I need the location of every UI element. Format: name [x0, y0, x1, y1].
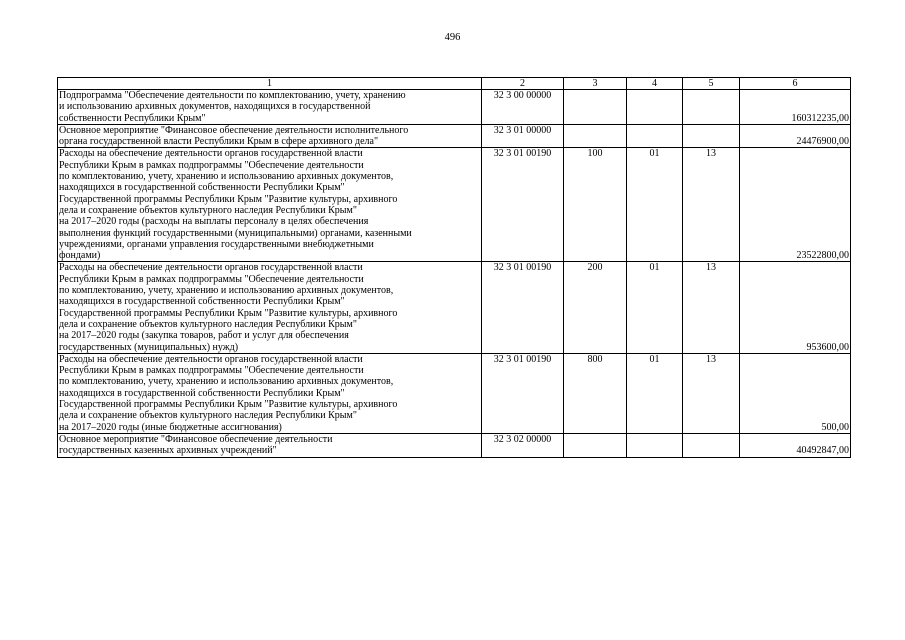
column-header-4: 4 [627, 78, 683, 90]
row-col4: 01 [627, 262, 683, 353]
row-name: Расходы на обеспечение деятельности органов государственной власти Республики Крым в рамках подпрограммы "Обеспечение деятельности по комплектованию, учету, хранению и использованию архивных документов, находящихся в государственной собственности Республики Крым" Государственной программы Республики Крым "Развитие культуры, архивного дела и сохранение объектов культурного наследия Республики Крым" на 2017–2020 годы (иные бюджетные ассигнования) [58, 353, 482, 433]
row-name: Расходы на обеспечение деятельности органов государственной власти Республики Крым в рамках подпрограммы "Обеспечение деятельности по комплектованию, учету, хранению и использованию архивных документов, находящихся в государственной собственности Республики Крым" Государственной программы Республики Крым "Развитие культуры, архивного дела и сохранение объектов культурного наследия Республики Крым" на 2017–2020 годы (расходы на выплаты персоналу в целях обеспечения выполнения функций государственными (муниципальными) органами, казенными учреждениями, органами управления государственными внебюджетными фондами) [58, 148, 482, 262]
column-header-1: 1 [58, 78, 482, 90]
row-col4: 01 [627, 148, 683, 262]
row-name: Расходы на обеспечение деятельности органов государственной власти Республики Крым в рамках подпрограммы "Обеспечение деятельности по комплектованию, учету, хранению и использованию архивных документов, находящихся в государственной собственности Республики Крым" Государственной программы Республики Крым "Развитие культуры, архивного дела и сохранение объектов культурного наследия Республики Крым" на 2017–2020 годы (закупка товаров, работ и услуг для обеспечения государственных (муниципальных) нужд) [58, 262, 482, 353]
row-amount: 40492847,00 [740, 433, 851, 457]
table-row [58, 90, 851, 125]
row-amount: 953600,00 [740, 262, 851, 353]
table-row [58, 433, 851, 457]
table-row [58, 124, 851, 148]
column-number-header-row [58, 78, 851, 90]
column-header-5: 5 [683, 78, 740, 90]
row-col4 [627, 433, 683, 457]
row-name: Основное мероприятие "Финансовое обеспечение деятельности исполнительного органа государственной власти Республики Крым в сфере архивного дела" [58, 124, 482, 148]
row-name: Подпрограмма "Обеспечение деятельности по комплектованию, учету, хранению и использованию архивных документов, находящихся в государственной собственности Республики Крым" [58, 90, 482, 125]
row-amount: 23522800,00 [740, 148, 851, 262]
page-number: 496 [444, 32, 461, 43]
row-col3: 200 [564, 262, 627, 353]
row-code: 32 3 00 00000 [482, 90, 564, 125]
budget-table [57, 77, 851, 458]
row-col5 [683, 90, 740, 125]
table-row [58, 353, 851, 433]
row-code: 32 3 01 00000 [482, 124, 564, 148]
row-code: 32 3 01 00190 [482, 148, 564, 262]
row-col3 [564, 124, 627, 148]
row-col4: 01 [627, 353, 683, 433]
row-col5: 13 [683, 262, 740, 353]
row-col4 [627, 124, 683, 148]
table-row [58, 262, 851, 353]
row-code: 32 3 01 00190 [482, 353, 564, 433]
row-col5 [683, 124, 740, 148]
row-col3 [564, 90, 627, 125]
column-header-6: 6 [740, 78, 851, 90]
row-col5 [683, 433, 740, 457]
row-col4 [627, 90, 683, 125]
row-code: 32 3 01 00190 [482, 262, 564, 353]
column-header-2: 2 [482, 78, 564, 90]
table-row [58, 148, 851, 262]
row-col5: 13 [683, 148, 740, 262]
column-header-3: 3 [564, 78, 627, 90]
row-col3 [564, 433, 627, 457]
row-name: Основное мероприятие "Финансовое обеспечение деятельности государственных казенных архивных учреждений" [58, 433, 482, 457]
row-col5: 13 [683, 353, 740, 433]
row-amount: 500,00 [740, 353, 851, 433]
row-amount: 160312235,00 [740, 90, 851, 125]
row-col3: 100 [564, 148, 627, 262]
row-amount: 24476900,00 [740, 124, 851, 148]
row-code: 32 3 02 00000 [482, 433, 564, 457]
row-col3: 800 [564, 353, 627, 433]
